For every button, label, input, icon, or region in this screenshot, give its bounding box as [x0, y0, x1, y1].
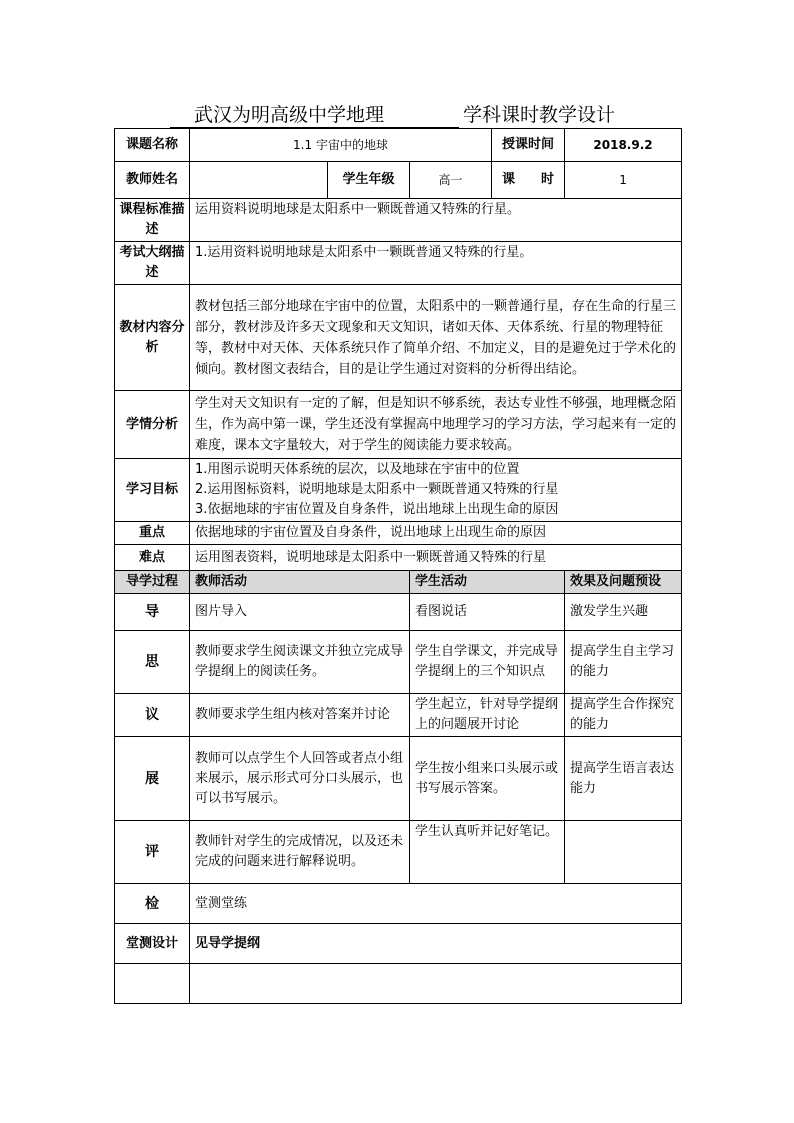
- teacher-activity: 教师针对学生的完成情况，以及还未完成的问题来进行解释说明。: [190, 821, 410, 884]
- stage-label: 导: [115, 594, 190, 631]
- standard-label: 课程标准描述: [115, 199, 190, 242]
- goal-item: 2.运用图标资料，说明地球是太阳系中一颗既普通又特殊的行星: [195, 482, 559, 497]
- key-text: 依据地球的宇宙位置及自身条件，说出地球上出现生命的原因: [190, 522, 682, 545]
- teacher-label: 教师姓名: [115, 162, 190, 199]
- goals-label: 学习目标: [115, 459, 190, 522]
- grade-value: 高一: [410, 162, 492, 199]
- empty-cell: [115, 964, 190, 1004]
- teacher-activity: 图片导入: [190, 594, 410, 631]
- effect-text: [565, 821, 682, 884]
- date-value: 2018.9.2: [565, 129, 682, 162]
- exam-label: 考试大纲描述: [115, 242, 190, 285]
- goal-item: 1.用图示说明天体系统的层次，以及地球在宇宙中的位置: [195, 462, 520, 477]
- school-name: 武汉为明高级中学地理: [170, 100, 459, 128]
- student-activity: 学生认真听并记好笔记。: [410, 821, 565, 884]
- date-label: 授课时间: [492, 129, 565, 162]
- effect-text: 提高学生语言表达能力: [565, 737, 682, 821]
- stage-label: 展: [115, 737, 190, 821]
- teacher-activity: 教师可以点学生个人回答或者点小组来展示，展示形式可分口头展示，也可以书写展示。: [190, 737, 410, 821]
- goal-item: 3.依据地球的宇宙位置及自身条件，说出地球上出现生命的原因: [195, 502, 559, 517]
- design-text: 见导学提纲: [190, 924, 682, 964]
- difficulty-label: 难点: [115, 545, 190, 571]
- header-teacher: 教师活动: [190, 571, 410, 594]
- student-activity: 学生按小组来口头展示或书写展示答案。: [410, 737, 565, 821]
- student-activity: 学生起立，针对导学提纲上的问题展开讨论: [410, 694, 565, 737]
- textbook-text: 教材包括三部分地球在宇宙中的位置，太阳系中的一颗普通行星，存在生命的行星三部分，教材涉及许多天文现象和天文知识，诸如天体、天体系统、行星的物理特征等，教材中对天体、天体系统只作了简单介绍、不加定义，目的是避免过于学术化的倾向。教材图文表结合，目的是让学生通过对资料的分析得出结论。: [190, 285, 682, 391]
- difficulty-text: 运用图表资料，说明地球是太阳系中一颗既普通又特殊的行星: [190, 545, 682, 571]
- standard-text: 运用资料说明地球是太阳系中一颗既普通又特殊的行星。: [190, 199, 682, 242]
- exam-text: 1.运用资料说明地球是太阳系中一颗既普通又特殊的行星。: [190, 242, 682, 285]
- topic-value: 1.1 宇宙中的地球: [190, 129, 492, 162]
- textbook-label: 教材内容分析: [115, 285, 190, 391]
- check-text: 堂测堂练: [190, 884, 682, 924]
- student-activity: 看图说话: [410, 594, 565, 631]
- header-student: 学生活动: [410, 571, 565, 594]
- teacher-activity: 教师要求学生阅读课文并独立完成导学提纲上的阅读任务。: [190, 631, 410, 694]
- design-label: 堂测设计: [115, 924, 190, 964]
- student-activity: 学生自学课文，并完成导学提纲上的三个知识点: [410, 631, 565, 694]
- goals-list: [190, 459, 682, 522]
- check-label: 检: [115, 884, 190, 924]
- learner-text: 学生对天文知识有一定的了解，但是知识不够系统，表达专业性不够强，地理概念陌生，作为高中第一课，学生还没有掌握高中地理学习的学习方法，学习起来有一定的难度，课本文字量较大，对于学生的阅读能力要求较高。: [190, 391, 682, 459]
- document-title: [170, 100, 640, 126]
- teacher-activity: 教师要求学生组内核对答案并讨论: [190, 694, 410, 737]
- effect-text: 激发学生兴趣: [565, 594, 682, 631]
- effect-text: 提高学生合作探究的能力: [565, 694, 682, 737]
- period-value: 1: [565, 162, 682, 199]
- stage-label: 评: [115, 821, 190, 884]
- header-effect: 效果及问题预设: [565, 571, 682, 594]
- effect-text: 提高学生自主学习的能力: [565, 631, 682, 694]
- grade-label: 学生年级: [328, 162, 410, 199]
- period-label: 课 时: [492, 162, 565, 199]
- stage-label: 思: [115, 631, 190, 694]
- header-process: 导学过程: [115, 571, 190, 594]
- lesson-plan-table: [114, 128, 682, 1004]
- title-suffix: 学科课时教学设计: [463, 104, 616, 126]
- topic-label: 课题名称: [115, 129, 190, 162]
- empty-cell: [190, 964, 682, 1004]
- teacher-value: [190, 162, 328, 199]
- stage-label: 议: [115, 694, 190, 737]
- learner-label: 学情分析: [115, 391, 190, 459]
- key-label: 重点: [115, 522, 190, 545]
